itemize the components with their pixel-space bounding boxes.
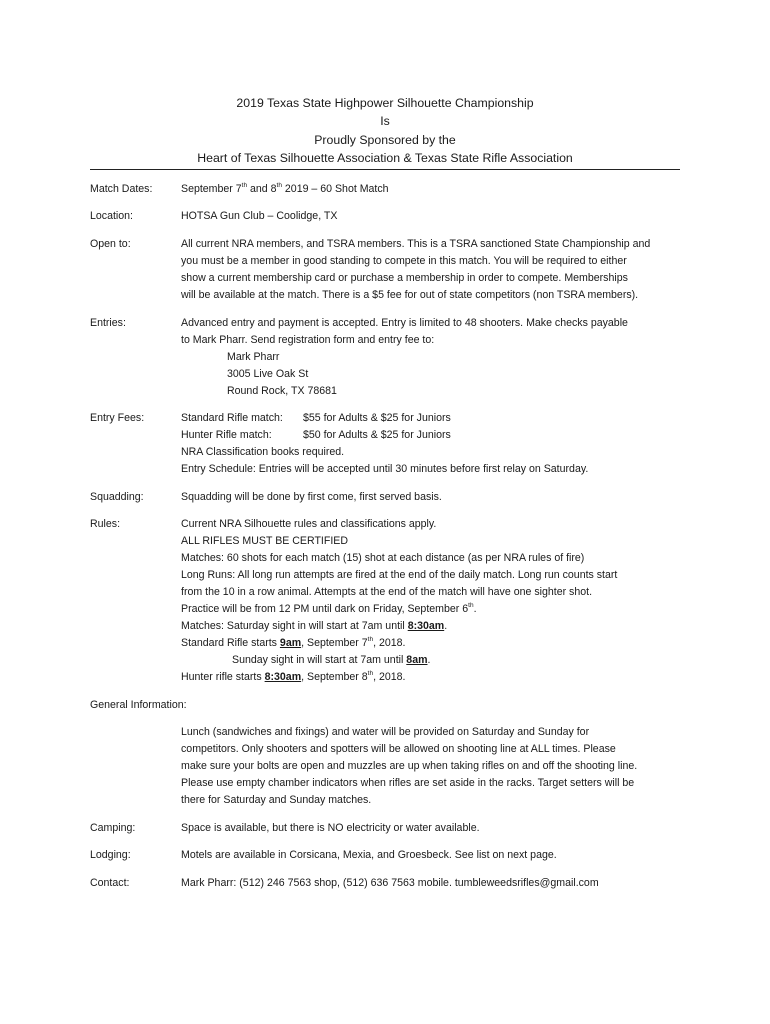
- ordinal-suffix: th: [367, 635, 374, 643]
- entries-line: Advanced entry and payment is accepted. Entry is limited to 48 shooters. Make checks payable: [181, 317, 628, 329]
- rules-text: , September 8: [301, 671, 368, 683]
- lodging-value: Motels are available in Corsicana, Mexia, and Groesbeck. See list on next page.: [181, 849, 557, 861]
- match-dates-label: Match Dates:: [90, 183, 153, 195]
- rules-text: .: [444, 620, 448, 632]
- rules-line: ALL RIFLES MUST BE CERTIFIED: [181, 535, 348, 547]
- rules-line: from the 10 in a row animal. Attempts at the end of the match will have one sighter shot.: [181, 586, 593, 598]
- title-line: 2019 Texas State Highpower Silhouette Championship: [236, 96, 534, 110]
- general-info-heading: General Information:: [90, 699, 187, 711]
- rules-label: Rules:: [90, 518, 121, 530]
- entry-fees-label: Entry Fees:: [90, 412, 145, 424]
- sunday-sight-in-end-time: 8am: [406, 654, 428, 666]
- entries-line: to Mark Pharr. Send registration form and entry fee to:: [181, 334, 435, 346]
- open-to-line: you must be a member in good standing to compete in this match. You will be required to either: [181, 255, 627, 267]
- date-text: September 7: [181, 183, 242, 195]
- standard-fee-value: $55 for Adults & $25 for Juniors: [303, 412, 451, 424]
- general-info-line: there for Saturday and Sunday matches.: [181, 794, 372, 806]
- entries-label: Entries:: [90, 317, 126, 329]
- squadding-value: Squadding will be done by first come, first served basis.: [181, 491, 442, 503]
- ordinal-suffix: th: [241, 181, 248, 189]
- contact-value: Mark Pharr: (512) 246 7563 shop, (512) 636 7563 mobile. tumbleweedsrifles@gmail.com: [181, 877, 599, 889]
- document-header: [90, 94, 680, 167]
- standard-rifle-start-line: [181, 635, 691, 652]
- rules-text: , September 7: [301, 637, 368, 649]
- rules-text: Standard Rifle starts: [181, 637, 280, 649]
- rules-text: , 2018.: [373, 671, 406, 683]
- saturday-sight-in-end-time: 8:30am: [407, 620, 445, 632]
- location-value: HOTSA Gun Club – Coolidge, TX: [181, 210, 338, 222]
- standard-rifle-start-time: 9am: [279, 637, 302, 649]
- camping-label: Camping:: [90, 822, 136, 834]
- title-is: Is: [380, 114, 390, 129]
- sponsor-intro: Proudly Sponsored by the: [314, 132, 456, 147]
- open-to-line: show a current membership card or purchase a membership in order to compete. Memberships: [181, 272, 628, 284]
- entry-schedule-note: Entry Schedule: Entries will be accepted until 30 minutes before first relay on Saturday.: [181, 463, 589, 475]
- match-dates-value: [181, 181, 691, 198]
- saturday-sight-in-line: [181, 618, 691, 635]
- rules-text: Matches: Saturday sight in will start at 7am until: [181, 620, 408, 632]
- classification-books-note: NRA Classification books required.: [181, 446, 345, 458]
- header-divider: [90, 169, 680, 170]
- squadding-label: Squadding:: [90, 491, 144, 503]
- sunday-sight-in-line: [181, 652, 691, 669]
- address-street: 3005 Live Oak St: [227, 368, 309, 380]
- contact-label: Contact:: [90, 877, 130, 889]
- hunter-fee-label: Hunter Rifle match:: [181, 429, 272, 441]
- rules-text: Hunter rifle starts: [181, 671, 265, 683]
- practice-line: [181, 601, 691, 618]
- open-to-line: will be available at the match. There is a $5 fee for out of state competitors (non TSRA members).: [181, 289, 639, 301]
- hunter-rifle-start-line: [181, 669, 691, 686]
- ordinal-suffix: th: [276, 181, 282, 189]
- address-city: Round Rock, TX 78681: [227, 385, 337, 397]
- rules-text: .: [427, 654, 431, 666]
- rules-text: Sunday sight in will start at 7am until: [232, 654, 407, 666]
- rules-text: Practice will be from 12 PM until dark on Friday, September 6: [181, 603, 469, 615]
- rules-line: Long Runs: All long run attempts are fired at the end of the daily match. Long run counts start: [181, 569, 618, 581]
- general-info-line: competitors. Only shooters and spotters will be allowed on shooting line at ALL times. Please: [181, 743, 616, 755]
- address-name: Mark Pharr: [227, 351, 280, 363]
- hunter-fee-value: $50 for Adults & $25 for Juniors: [303, 429, 451, 441]
- hunter-fee-row: [181, 427, 691, 444]
- location-label: Location:: [90, 210, 133, 222]
- rules-line: Matches: 60 shots for each match (15) shot at each distance (as per NRA rules of fire): [181, 552, 585, 564]
- date-text: 2019 – 60 Shot Match: [281, 183, 389, 195]
- standard-fee-label: Standard Rifle match:: [181, 412, 283, 424]
- general-info-line: Lunch (sandwiches and fixings) and water will be provided on Saturday and Sunday for: [181, 726, 590, 738]
- ordinal-suffix: th: [367, 669, 374, 677]
- rules-text: , 2018.: [373, 637, 406, 649]
- ordinal-suffix: th: [468, 601, 474, 609]
- general-info-line: make sure your bolts are open and muzzles are up when taking rifles on and off the shooting line.: [181, 760, 638, 772]
- hunter-rifle-start-time: 8:30am: [264, 671, 302, 683]
- camping-value: Space is available, but there is NO electricity or water available.: [181, 822, 480, 834]
- rules-text: .: [473, 603, 477, 615]
- lodging-label: Lodging:: [90, 849, 131, 861]
- date-text: and 8: [247, 183, 277, 195]
- rules-line: Current NRA Silhouette rules and classifications apply.: [181, 518, 437, 530]
- general-info-line: Please use empty chamber indicators when rifles are set aside in the racks. Target setters will be: [181, 777, 635, 789]
- standard-fee-row: [181, 410, 691, 427]
- open-to-label: Open to:: [90, 238, 131, 250]
- sponsor-names: Heart of Texas Silhouette Association & Texas State Rifle Association: [197, 150, 573, 165]
- open-to-line: All current NRA members, and TSRA members. This is a TSRA sanctioned State Championship and: [181, 238, 651, 250]
